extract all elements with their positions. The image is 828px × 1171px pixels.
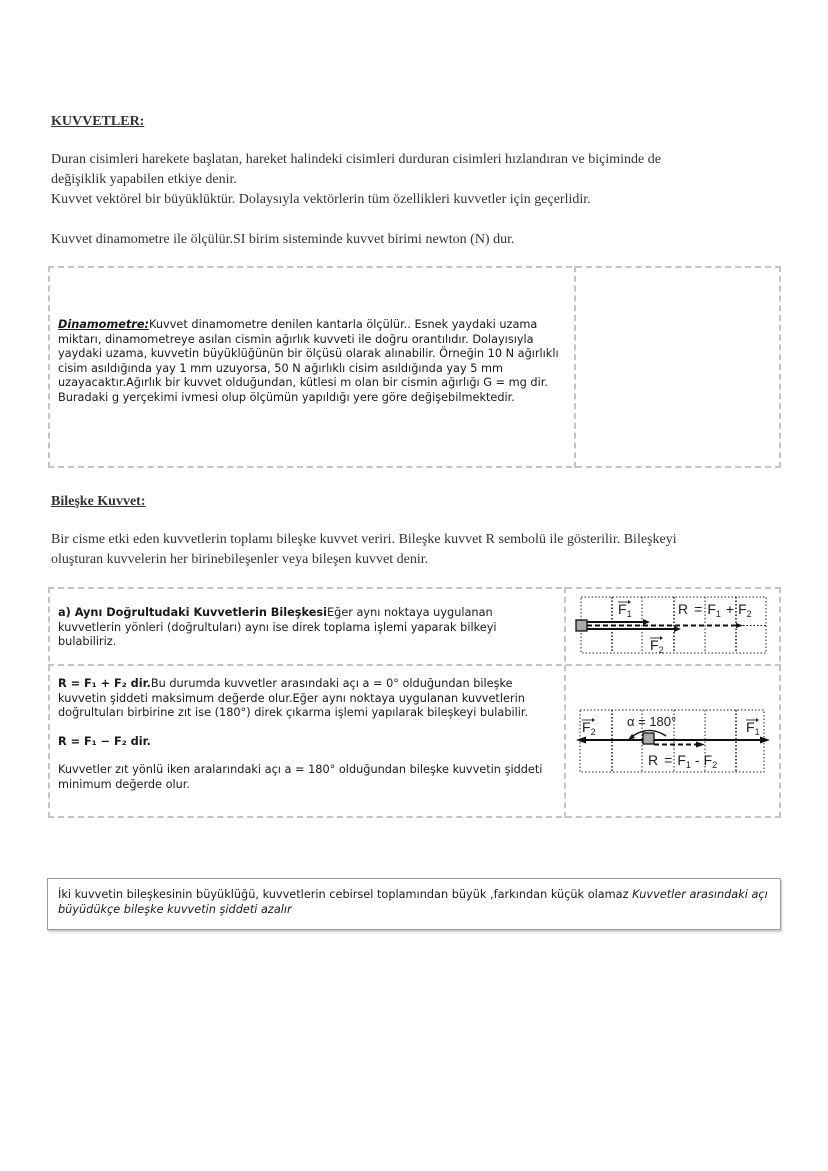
opposite-direction-text <box>58 677 558 792</box>
definition-line-2: değişiklik yapabilen etkiye denir. <box>51 172 237 187</box>
object-block-icon <box>643 733 654 744</box>
note-text <box>58 888 768 917</box>
note-normal-text: İki kuvvetin bileşkesinin büyüklüğü, kuvvetlerin cebirsel toplamından büyük ,farkından küçük olamaz <box>58 888 633 901</box>
measurement-text: Kuvvet dinamometre ile ölçülür.SI birim sisteminde kuvvet birimi newton (N) dur. <box>51 232 515 247</box>
svg-text:α = 180°: α = 180° <box>627 714 677 729</box>
svg-text:F1: $F_1$ <box>618 601 632 619</box>
svg-text:F1: $F_1$ <box>746 719 760 737</box>
difference-explanation: Kuvvetler zıt yönlü iken aralarındaki açı a = 180° olduğundan bileşke kuvvetin şiddeti minimum değerde olur. <box>58 763 543 791</box>
bileske-heading: Bileşke Kuvvet: <box>51 494 146 509</box>
dinamometre-description: Kuvvet dinamometre denilen kantarla ölçülür.. Esnek yaydaki uzama miktarı, dinamometreye asılan cismin ağırlık kuvveti ile doğru orantılıdır. Dolayısıyla yaydaki uzama, kuvvetin büyüklüğünün bir ölçüsü olarak alınabilir. Örneğin 10 N ağırlıklı cisim asıldığında yay 1 mm uzuyorsa, 50 N ağırlıklı cisim asıldığında yay 5 mm uzayacaktır.Ağırlık bir kuvvet olduğundan, kütlesi m olan bir cismin ağırlığı G = mg dir. Buradaki g yerçekimi ivmesi olup ölçümün yapıldığı yere göre değişebilmektedir. <box>58 318 559 404</box>
bileske-line-1: Bir cisme etki eden kuvvetlerin toplamı bileşke kuvvet veriri. Bileşke kuvvet R sembolü ile gösterilir. Bileşkeyi <box>51 532 677 547</box>
sum-explanation: Bu durumda kuvvetler arasındaki açı a = 0° olduğundan bileşke kuvvetin şiddeti maksimum değerde olur.Eğer aynı noktaya uygulanan kuvvetlerin doğrultuları birbirine zıt ise (180°) direk çıkarma işlemi yapılarak bileşkeyi bulabilir. <box>58 677 529 719</box>
svg-text:F2: $F_2$ <box>582 719 596 737</box>
bileske-definition <box>51 530 771 570</box>
svg-text:R=F1+F2: $R = F_1 + F_2$ <box>678 601 752 619</box>
svg-text:F2: $F_2$ <box>650 637 664 655</box>
difference-formula: R = F₁ − F₂ dir. <box>58 734 151 748</box>
same-direction-diagram <box>570 590 778 662</box>
bileske-table-divider <box>564 587 566 818</box>
sum-formula: R = F₁ + F₂ dir. <box>58 677 151 690</box>
same-direction-label: a) Aynı Doğrultudaki Kuvvetlerin Bileşkesi <box>58 606 328 619</box>
opposite-direction-diagram <box>570 700 778 780</box>
same-direction-text <box>58 606 558 650</box>
dinamometre-label: Dinamometre: <box>58 318 150 331</box>
bileske-row-divider <box>48 664 781 666</box>
object-block-icon <box>576 620 587 631</box>
vector-property-text: Kuvvet vektörel bir büyüklüktür. Dolaysıyla vektörlerin tüm özellikleri kuvvetler için geçerlidir. <box>51 192 591 207</box>
kuvvetler-definition <box>51 150 771 210</box>
same-direction-description: Eğer aynı noktaya uygulanan kuvvetlerin yönleri (doğrultuları) aynı ise direk toplama işlemi yaparak bilkeyi bulabiliriz. <box>58 606 497 648</box>
definition-line-1: Duran cisimleri harekete başlatan, hareket halindeki cisimleri durduran cisimleri hızlandıran ve biçiminde de <box>51 152 661 167</box>
bileske-line-2: oluşturan kuvvelerin her birinebileşenler veya bileşen kuvvet denir. <box>51 552 429 567</box>
table-divider <box>574 266 576 468</box>
note-italic-text: Kuvvetler arasındaki açı büyüdükçe bileşke kuvvetin şiddeti azalır <box>58 888 768 916</box>
kuvvetler-heading: KUVVETLER: <box>51 114 145 129</box>
svg-text:R=F1-F2: $R = F_1 - F_2$ <box>648 752 718 770</box>
dinamometre-text <box>58 318 568 405</box>
